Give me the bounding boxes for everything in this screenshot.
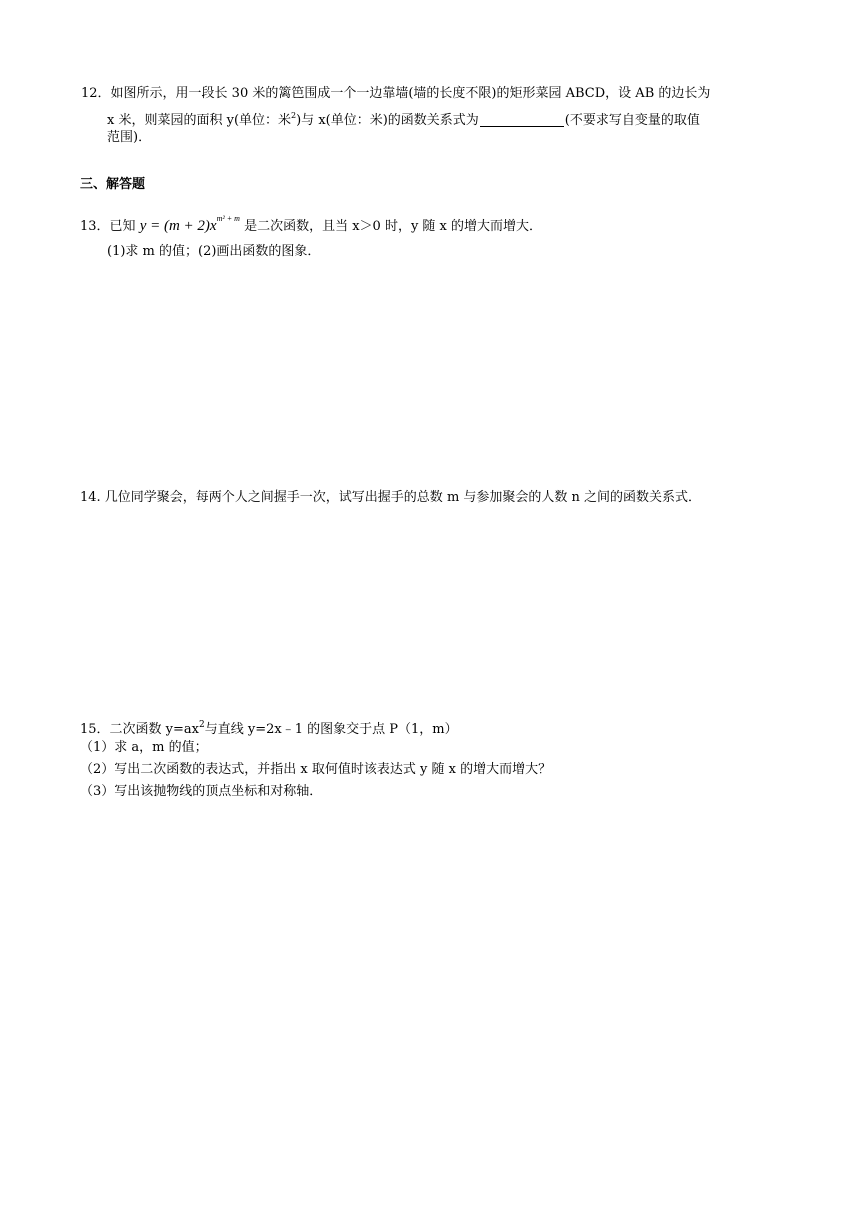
- q15-part-2: （2）写出二次函数的表达式，并指出 x 取何值时该表达式 y 随 x 的增大而增大？: [80, 762, 552, 777]
- q15-text-b: 与直线 y=2x﹣1 的图象交于点 P（1，m）: [204, 722, 458, 737]
- q15-part-1: （1）求 a，m 的值；: [80, 740, 208, 755]
- q12-text-a: x 米，则菜园的面积 y(单位：米: [107, 113, 292, 128]
- q13-prefix: 13．已知: [80, 219, 136, 234]
- q12-text-c: (不要求写自变量的取值: [564, 113, 700, 128]
- q12-line-3: 范围)．: [107, 130, 152, 145]
- q15-text-a: 15．二次函数 y=ax: [80, 722, 199, 737]
- q12-text-b: )与 x(单位：米)的函数关系式为: [296, 113, 479, 128]
- q15-part-3: （3）写出该抛物线的顶点坐标和对称轴．: [80, 784, 323, 799]
- section-title: 三、解答题: [80, 177, 146, 192]
- q13-formula-exponent: m² + m: [216, 214, 240, 223]
- q13-line-1: [80, 209, 542, 237]
- q13-formula-main: y = (m + 2)x: [139, 218, 217, 234]
- q12-line-2: [107, 106, 700, 131]
- q13-suffix: 是二次函数，且当 x＞0 时，y 随 x 的增大而增大．: [244, 219, 543, 234]
- q12-answer-blank[interactable]: [480, 112, 564, 127]
- q15-exponent: 2: [199, 720, 205, 730]
- q13-formula: [139, 214, 240, 234]
- q15-line-1: [80, 715, 458, 740]
- q12-unit-exponent: 2: [291, 111, 297, 120]
- q13-subquestions: (1)求 m 的值；(2)画出函数的图象．: [107, 244, 321, 259]
- q12-line-1: 12．如图所示，用一段长 30 米的篱笆围成一个一边靠墙(墙的长度不限)的矩形菜园 ABCD，设 AB 的边长为: [81, 86, 711, 101]
- q14-text: 14. 几位同学聚会，每两个人之间握手一次，试写出握手的总数 m 与参加聚会的人数 n 之间的函数关系式．: [80, 490, 702, 505]
